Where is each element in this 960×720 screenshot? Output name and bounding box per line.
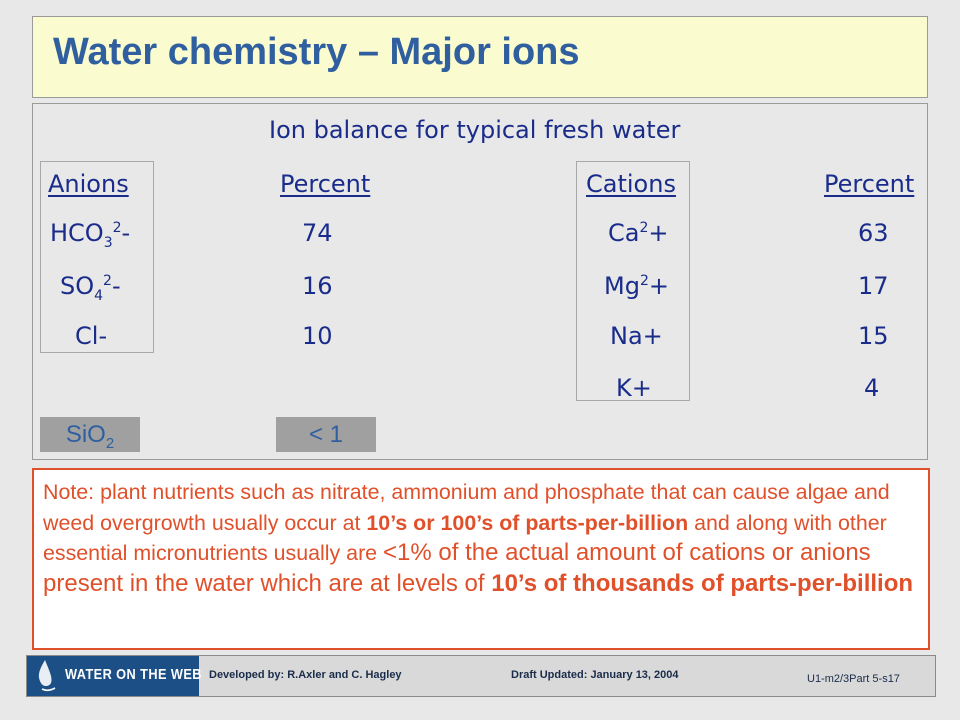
percent-so4: 16 (302, 272, 333, 300)
water-on-the-web-logo: WATER ON THE WEB (27, 656, 199, 696)
water-drop-icon (33, 656, 63, 696)
footer-slide-code: U1-m2/3Part 5-s17 (807, 673, 900, 685)
cations-percent-header: Percent (824, 170, 915, 198)
ion-ca: $Ca^2+$ (608, 219, 669, 247)
title-box (32, 16, 928, 98)
ion-hco3: $HCO_3^2-$ (50, 219, 131, 251)
ion-k: K+ (616, 374, 652, 402)
percent-mg: 17 (858, 272, 889, 300)
percent-na: 15 (858, 322, 889, 350)
ion-na: Na+ (610, 322, 663, 350)
note-emphasis-thousands: 10’s of thousands of parts-per-billion (491, 569, 914, 597)
ion-cl: Cl- (75, 322, 108, 350)
footer-draft-updated: Draft Updated: January 13, 2004 (511, 669, 679, 681)
cations-header: Cations (586, 170, 676, 198)
percent-ca: 63 (858, 219, 889, 247)
table-subtitle: Ion balance for typical fresh water (269, 116, 681, 144)
anions-header: Anions (48, 170, 129, 198)
ion-sio2: SiO$_2$ (40, 417, 140, 452)
anions-percent-header: Percent (280, 170, 371, 198)
slide-title: Water chemistry – Major ions (53, 31, 580, 73)
percent-hco3: 74 (302, 219, 333, 247)
nutrient-note: Note: plant nutrients such as nitrate, ammonium and phosphate that can cause algae and weed overgrowth usually occur at 10’s or 100’s of parts-per-billion and along with other essential micronutrients usually are <1% of the actual amount of cations or anions present in the water which are at levels of 10’s of thousands of parts-per-billion (32, 468, 930, 650)
ion-so4: $SO_4^2-$ (60, 272, 121, 304)
ion-mg: $Mg^2+$ (604, 272, 669, 300)
percent-sio2: < 1 (276, 417, 376, 452)
note-emphasis-ppb: 10’s or 100’s of parts-per-billion (366, 510, 689, 535)
footer-bar (26, 655, 936, 697)
percent-k: 4 (864, 374, 880, 402)
footer-developed-by: Developed by: R.Axler and C. Hagley (209, 669, 402, 681)
percent-cl: 10 (302, 322, 333, 350)
ion-table-panel (32, 103, 928, 460)
